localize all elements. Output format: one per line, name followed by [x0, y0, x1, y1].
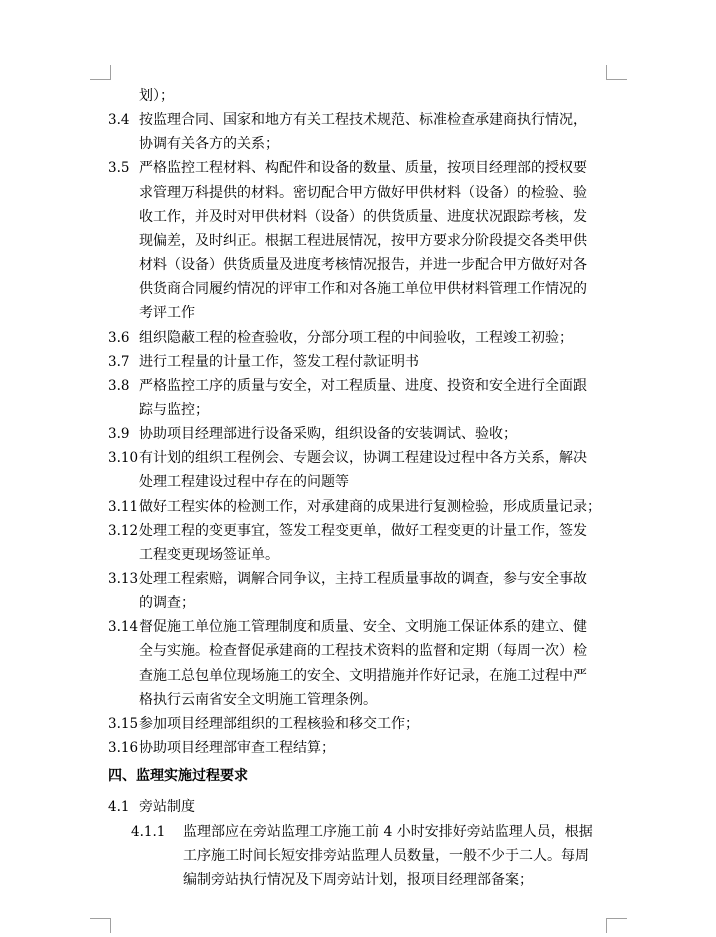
item-text-line: 参加项目经理部组织的工程核验和移交工作；	[139, 715, 419, 732]
subsubsection-text-line: 编制旁站执行情况及下周旁站计划，报项目经理部备案；	[183, 871, 533, 888]
item-number: 3.6	[108, 329, 130, 346]
item-text-line: 的调查；	[139, 595, 195, 612]
item-text-line: 组织隐蔽工程的检查验收，分部分项工程的中间验收，工程竣工初验；	[139, 329, 573, 346]
item-text-line: 处理工程的变更事宜，签发工程变更单，做好工程变更的计量工作，签发	[139, 522, 587, 539]
item-text-line: 按监理合同、国家和地方有关工程技术规范、标准检查承建商执行情况，	[139, 112, 587, 129]
item-number: 3.15	[108, 715, 139, 732]
crop-mark-bottom-right	[606, 918, 627, 933]
subsubsection-text-line: 工序施工时间长短安排旁站监理人员数量，一般不少于二人。每周	[183, 847, 589, 864]
item-text-line: 工程变更现场签证单。	[139, 546, 279, 563]
crop-mark-top-right	[606, 65, 627, 80]
item-text-line: 踪与监控；	[139, 401, 209, 418]
item-text-line: 严格监控工序的质量与安全，对工程质量、进度、投资和安全进行全面跟	[139, 377, 587, 394]
subsection-title: 旁站制度	[139, 799, 195, 816]
item-text-line: 协助项目经理部审查工程结算；	[139, 740, 335, 757]
item-number: 3.14	[108, 619, 139, 636]
item-number: 3.16	[108, 740, 139, 757]
item-text-line: 做好工程实体的检测工作，对承建商的成果进行复测检验，形成质量记录；	[139, 498, 601, 515]
item-number: 3.10	[108, 450, 139, 467]
item-text-line: 协调有关各方的关系；	[139, 136, 279, 153]
item-number: 3.7	[108, 353, 130, 370]
item-number: 3.5	[108, 160, 130, 177]
item-text-line: 全与实施。检查督促承建商的工程技术资料的监督和定期（每周一次）检	[139, 643, 587, 660]
crop-mark-top-left	[90, 65, 111, 80]
subsubsection-number: 4.1.1	[131, 823, 166, 840]
item-number: 3.9	[108, 426, 130, 443]
item-number: 3.13	[108, 571, 139, 587]
item-text-line: 考评工作	[139, 305, 195, 322]
subsection-number: 4.1	[108, 799, 130, 816]
item-number: 3.12	[108, 522, 139, 539]
continuation-line: 划）；	[139, 88, 174, 104]
item-text-line: 协助项目经理部进行设备采购，组织设备的安装调试、验收；	[139, 426, 517, 443]
item-text-line: 格执行云南省安全文明施工管理条例。	[139, 691, 377, 708]
item-number: 3.11	[108, 498, 139, 515]
item-text-line: 查施工总包单位现场施工的安全、文明措施并作好记录，在施工过程中严	[139, 667, 587, 684]
item-text-line: 有计划的组织工程例会、专题会议，协调工程建设过程中各方关系，解决	[139, 450, 587, 467]
item-text-line: 收工作，并及时对甲供材料（设备）的供货质量、进度状况跟踪考核，发	[139, 208, 587, 225]
item-number: 3.8	[108, 377, 130, 394]
item-number: 3.4	[108, 112, 130, 129]
item-text-line: 处理工程索赔，调解合同争议，主持工程质量事故的调查，参与安全事故	[139, 571, 587, 587]
item-text-line: 处理工程建设过程中存在的问题等	[139, 474, 349, 491]
item-text-line: 督促施工单位施工管理制度和质量、安全、文明施工保证体系的建立、健	[139, 619, 587, 636]
item-text-line: 现偏差，及时纠正。根据工程进展情况，按甲方要求分阶段提交各类甲供	[139, 232, 587, 249]
item-text-line: 进行工程量的计量工作，签发工程付款证明书	[139, 353, 419, 370]
item-text-line: 材料（设备）供货质量及进度考核情况报告，并进一步配合甲方做好对各	[139, 257, 587, 274]
item-text-line: 严格监控工程材料、构配件和设备的数量、质量，按项目经理部的授权要	[139, 160, 587, 177]
item-text-line: 供货商合同履约情况的评审工作和对各施工单位甲供材料管理工作情况的	[139, 281, 587, 298]
item-text-line: 求管理万科提供的材料。密切配合甲方做好甲供材料（设备）的检验、验	[139, 184, 587, 201]
subsubsection-text-line: 监理部应在旁站监理工序施工前 4 小时安排好旁站监理人员，根据	[183, 823, 593, 840]
section-heading: 四、监理实施过程要求	[108, 768, 248, 785]
crop-mark-bottom-left	[90, 918, 111, 933]
